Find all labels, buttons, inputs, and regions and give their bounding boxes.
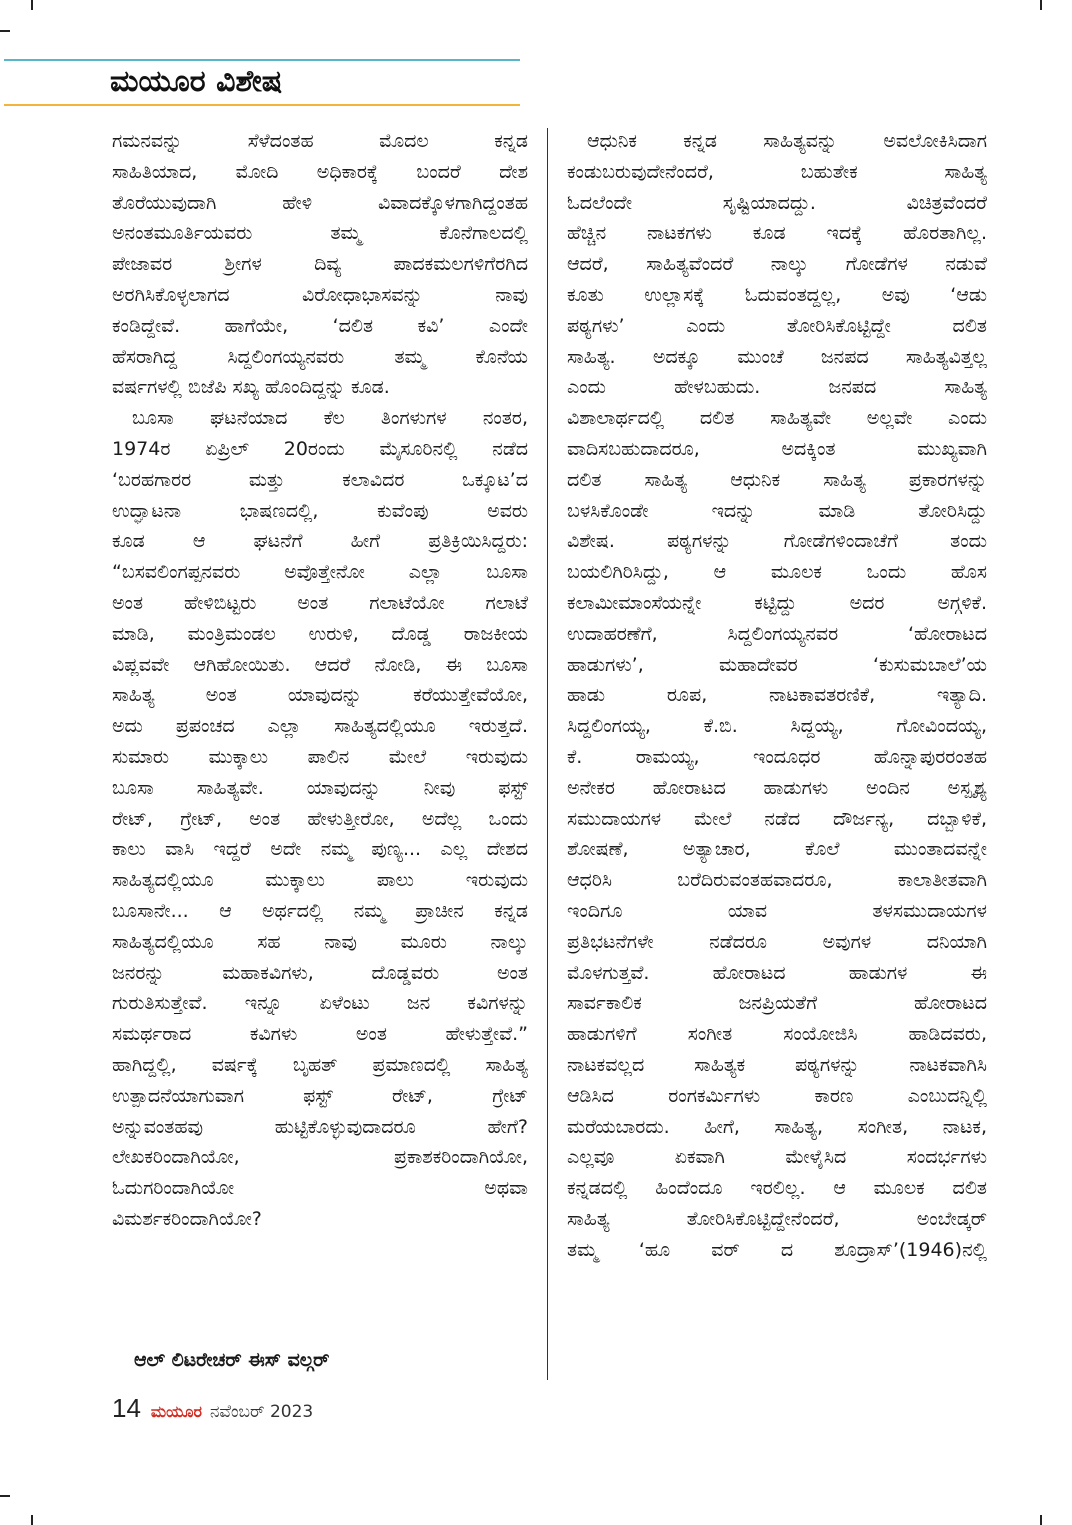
crop-mark [0,30,10,32]
text-line: ಗಮನವನ್ನು ಸೆಳೆದಂತಹ ಮೊದಲ ಕನ್ನಡ [112,130,528,152]
text-line: ಕಂಡುಬರುವುದೇನೆಂದರೆ, ಬಹುತೇಕ ಸಾಹಿತ್ಯ [567,160,987,183]
text-line: ಎಂದು ಹೇಳಬಹುದು. ಜನಪದ ಸಾಹಿತ್ಯ [567,376,987,399]
text-line: ಕೆ. ರಾಮಯ್ಯ, ಇಂದೂಧರ ಹೊನ್ನಾಪುರರಂತಹ [567,745,987,768]
text-line: ಸಮರ್ಥರಾದ ಕವಿಗಳು ಅಂತ ಹೇಳುತ್ತೇವೆ.” [112,1023,528,1046]
text-line: ಇಂದಿಗೂ ಯಾವ ತಳಸಮುದಾಯಗಳ [567,899,987,922]
text-line: ಆಧರಿಸಿ ಬರೆದಿರುವಂತಹವಾದರೂ, ಕಾಲಾತೀತವಾಗಿ [567,869,987,892]
text-line: ಎಲ್ಲವೂ ಏಕವಾಗಿ ಮೇಳೈಸಿದ ಸಂದರ್ಭಗಳು [567,1146,987,1169]
text-line: ನಾಟಕವಲ್ಲದ ಸಾಹಿತ್ಯಕ ಪಠ್ಯಗಳನ್ನು ನಾಟಕವಾಗಿಸಿ [567,1053,987,1076]
text-line: ಅದು ಪ್ರಪಂಚದ ಎಲ್ಲಾ ಸಾಹಿತ್ಯದಲ್ಲಿಯೂ ಇರುತ್ತದೆ. [112,715,528,738]
text-line: ಆಧುನಿಕ ಕನ್ನಡ ಸಾಹಿತ್ಯವನ್ನು ಅವಲೋಕಿಸಿದಾಗ [587,130,987,152]
header-rule-top [4,59,520,61]
text-line: ತೊರೆಯುವುದಾಗಿ ಹೇಳಿ ವಿವಾದಕ್ಕೊಳಗಾಗಿದ್ದಂತಹ [112,191,528,214]
text-line: ಓದುಗರಿಂದಾಗಿಯೋ ಅಥವಾ [112,1177,528,1200]
text-line: ಕೂತು ಉಲ್ಲಾಸಕ್ಕೆ ಓದುವಂತದ್ದಲ್ಲ, ಅವು ‘ಆಡು [567,283,987,306]
text-line: ಅರಗಿಸಿಕೊಳ್ಳಲಾಗದ ವಿರೋಧಾಭಾಸವನ್ನು ನಾವು [112,283,528,306]
text-line: ಅನೇಕರ ಹೋರಾಟದ ಹಾಡುಗಳು ಅಂದಿನ ಅಸ್ಪೃಶ್ಯ [567,776,987,799]
text-line: ವಾದಿಸಬಹುದಾದರೂ, ಅದಕ್ಕಿಂತ ಮುಖ್ಯವಾಗಿ [567,437,987,460]
text-line: ಸಾಹಿತ್ಯ. ಅದಕ್ಕೂ ಮುಂಚೆ ಜನಪದ ಸಾಹಿತ್ಯವಿತ್ತಲ್ಲ [567,345,987,368]
text-line: ಪಠ್ಯಗಳು’ ಎಂದು ತೋರಿಸಿಕೊಟ್ಟಿದ್ದೇ ದಲಿತ [567,314,987,337]
text-line: ಹಾಡುಗಳು’, ಮಹಾದೇವರ ‘ಕುಸುಮಬಾಲೆ’ಯ [567,653,987,676]
text-line: ಹೆಚ್ಚಿನ ನಾಟಕಗಳು ಕೂಡ ಇದಕ್ಕೆ ಹೊರತಾಗಿಲ್ಲ. [567,222,987,245]
header-rule-bottom [4,104,520,106]
text-line: ಕನ್ನಡದಲ್ಲಿ ಹಿಂದೆಂದೂ ಇರಲಿಲ್ಲ. ಆ ಮೂಲಕ ದಲಿತ [567,1177,987,1200]
text-line: ವಿಶೇಷ. ಪಠ್ಯಗಳನ್ನು ಗೋಡೆಗಳಿಂದಾಚೆಗೆ ತಂದು [567,530,987,553]
magazine-logo: ಮಯೂರ [150,1402,202,1421]
text-line: ಸಾಹಿತ್ಯದಲ್ಲಿಯೂ ಸಹ ನಾವು ಮೂರು ನಾಲ್ಕು [112,930,528,953]
text-line: ವರ್ಷಗಳಲ್ಲಿ ಬಿಜೆಪಿ ಸಖ್ಯ ಹೊಂದಿದ್ದನ್ನು ಕೂಡ. [112,376,390,399]
subheading: ಆಲ್ ಲಿಟರೇಚರ್ ಈಸ್ ವಲ್ಗರ್ [134,1349,330,1371]
right-column [567,126,987,1265]
text-line: ಕಾಲು ವಾಸಿ ಇದ್ದರೆ ಅದೇ ನಮ್ಮ ಪುಣ್ಯ... ಎಲ್ಲ ದೇಶದ [112,838,528,861]
text-line: ಸಮುದಾಯಗಳ ಮೇಲೆ ನಡೆದ ದೌರ್ಜನ್ಯ, ದಬ್ಬಾಳಿಕೆ, [567,807,987,830]
text-line: ಕೂಡ ಆ ಘಟನೆಗೆ ಹೀಗೆ ಪ್ರತಿಕ್ರಿಯಿಸಿದ್ದರು: [112,530,528,553]
text-line: ಉದಾಹರಣೆಗೆ, ಸಿದ್ದಲಿಂಗಯ್ಯನವರ ‘ಹೋರಾಟದ [567,622,987,645]
text-line: ಬೂಸಾ ಸಾಹಿತ್ಯವೇ. ಯಾವುದನ್ನು ನೀವು ಫಸ್ಟ್ [112,776,528,799]
text-line: ಸಾಹಿತಿಯಾದ, ಮೋದಿ ಅಧಿಕಾರಕ್ಕೆ ಬಂದರೆ ದೇಶ [112,160,528,183]
text-line: ಹಾಡು ರೂಪ, ನಾಟಕಾವತರಣಿಕೆ, ಇತ್ಯಾದಿ. [567,684,987,707]
text-line: ಬೂಸಾ ಘಟನೆಯಾದ ಕೆಲ ತಿಂಗಳುಗಳ ನಂತರ, [132,407,528,430]
text-line: ಹಾಡುಗಳಿಗೆ ಸಂಗೀತ ಸಂಯೋಜಿಸಿ ಹಾಡಿದವರು, [567,1023,987,1046]
crop-mark [31,0,33,10]
text-line: ‘ಬರಹಗಾರರ ಮತ್ತು ಕಲಾವಿದರ ಒಕ್ಕೂಟ’ದ [112,468,528,491]
text-line: ರೇಟ್, ಗ್ರೇಟ್, ಅಂತ ಹೇಳುತ್ತೀರೋ, ಅದೆಲ್ಲ ಒಂದು [112,807,528,830]
text-line: “ಬಸವಲಿಂಗಪ್ಪನವರು ಅವೊತ್ತೇನೋ ಎಲ್ಲಾ ಬೂಸಾ [112,561,528,584]
text-line: ಆದರೆ, ಸಾಹಿತ್ಯವೆಂದರೆ ನಾಲ್ಕು ಗೋಡೆಗಳ ನಡುವೆ [567,253,987,276]
text-line: ಬೂಸಾನೇ... ಆ ಅರ್ಥದಲ್ಲಿ ನಮ್ಮ ಪ್ರಾಚೀನ ಕನ್ನಡ [112,899,528,922]
column-divider [547,128,548,1380]
text-line: ಕಂಡಿದ್ದೇವೆ. ಹಾಗೆಯೇ, ‘ದಲಿತ ಕವಿ’ ಎಂದೇ [112,314,528,337]
text-line: ಅನಂತಮೂರ್ತಿಯವರು ತಮ್ಮ ಕೊನೆಗಾಲದಲ್ಲಿ [112,222,528,245]
text-line: 1974ರ ಏಪ್ರಿಲ್ 20ರಂದು ಮೈಸೂರಿನಲ್ಲಿ ನಡೆದ [112,437,528,460]
text-line: ಸಾಹಿತ್ಯ ತೋರಿಸಿಕೊಟ್ಟಿದ್ದೇನೆಂದರೆ, ಅಂಬೇಡ್ಕರ್ [567,1207,987,1230]
page-footer [112,1393,313,1427]
text-line: ಶೋಷಣೆ, ಅತ್ಯಾಚಾರ, ಕೊಲೆ ಮುಂತಾದವನ್ನೇ [567,838,987,861]
text-line: ಓದಲೆಂದೇ ಸೃಷ್ಟಿಯಾದದ್ದು. ವಿಚಿತ್ರವೆಂದರೆ [567,191,987,214]
text-line: ದಲಿತ ಸಾಹಿತ್ಯ ಆಧುನಿಕ ಸಾಹಿತ್ಯ ಪ್ರಕಾರಗಳನ್ನು [567,468,987,491]
left-column [112,126,528,1235]
text-line: ಪೇಜಾವರ ಶ್ರೀಗಳ ದಿವ್ಯ ಪಾದಕಮಲಗಳಿಗೆರಗಿದ [112,253,528,276]
text-line: ವಿಮರ್ಶಕರಿಂದಾಗಿಯೋ? [112,1207,262,1230]
text-line: ಸುಮಾರು ಮುಕ್ಕಾಲು ಪಾಲಿನ ಮೇಲೆ ಇರುವುದು [112,745,528,768]
text-line: ಕಲಾಮೀಮಾಂಸೆಯನ್ನೇ ಕಟ್ಟಿದ್ದು ಅದರ ಅಗ್ಗಳಿಕೆ. [567,591,987,614]
crop-mark [0,1495,10,1497]
text-line: ಉದ್ಘಾಟನಾ ಭಾಷಣದಲ್ಲಿ, ಕುವೆಂಪು ಅವರು [112,499,528,522]
text-line: ಮಾಡಿ, ಮಂತ್ರಿಮಂಡಲ ಉರುಳಿ, ದೊಡ್ಡ ರಾಜಕೀಯ [112,622,528,645]
text-line: ಬಯಲಿಗಿರಿಸಿದ್ದು, ಆ ಮೂಲಕ ಒಂದು ಹೊಸ [567,561,987,584]
crop-mark [31,1515,33,1525]
text-line: ತಮ್ಮ ‘ಹೂ ವರ್ ದ ಶೂದ್ರಾಸ್’(1946)ನಲ್ಲಿ [567,1238,987,1261]
text-line: ಅಂತ ಹೇಳಿಬಿಟ್ಟರು ಅಂತ ಗಲಾಟೆಯೋ ಗಲಾಟೆ [112,591,528,614]
text-line: ಆಡಿಸಿದ ರಂಗಕರ್ಮಿಗಳು ಕಾರಣ ಎಂಬುದನ್ನಿಲ್ಲಿ [567,1084,987,1107]
issue-date: ನವೆಂಬರ್ 2023 [209,1402,314,1422]
text-line: ಪ್ರತಿಭಟನೆಗಳೇ ನಡೆದರೂ ಅವುಗಳ ದನಿಯಾಗಿ [567,930,987,953]
text-line: ವಿಶಾಲಾರ್ಥದಲ್ಲಿ ದಲಿತ ಸಾಹಿತ್ಯವೇ ಅಲ್ಲವೇ ಎಂದು [567,407,987,430]
text-line: ಜನರನ್ನು ಮಹಾಕವಿಗಳು, ದೊಡ್ಡವರು ಅಂತ [112,961,528,984]
text-line: ವಿಪ್ಲವವೇ ಆಗಿಹೋಯಿತು. ಆದರೆ ನೋಡಿ, ಈ ಬೂಸಾ [112,653,528,676]
text-line: ಮರೆಯಬಾರದು. ಹೀಗೆ, ಸಾಹಿತ್ಯ, ಸಂಗೀತ, ನಾಟಕ, [567,1115,987,1138]
text-line: ಹೆಸರಾಗಿದ್ದ ಸಿದ್ದಲಿಂಗಯ್ಯನವರು ತಮ್ಮ ಕೊನೆಯ [112,345,528,368]
text-line: ಲೇಖಕರಿಂದಾಗಿಯೋ, ಪ್ರಕಾಶಕರಿಂದಾಗಿಯೋ, [112,1146,528,1169]
text-line: ಉತ್ಪಾದನೆಯಾಗುವಾಗ ಫಸ್ಟ್ ರೇಟ್, ಗ್ರೇಟ್ [112,1084,528,1107]
text-line: ಸಾರ್ವಕಾಲಿಕ ಜನಪ್ರಿಯತೆಗೆ ಹೋರಾಟದ [567,992,987,1015]
text-line: ಬಳಸಿಕೊಂಡೇ ಇದನ್ನು ಮಾಡಿ ತೋರಿಸಿದ್ದು [567,499,987,522]
text-line: ಹಾಗಿದ್ದಲ್ಲಿ, ವರ್ಷಕ್ಕೆ ಬೃಹತ್ ಪ್ರಮಾಣದಲ್ಲಿ ಸಾಹಿತ್ಯ [112,1053,528,1076]
text-line: ಸಿದ್ದಲಿಂಗಯ್ಯ, ಕೆ.ಬಿ. ಸಿದ್ದಯ್ಯ, ಗೋವಿಂದಯ್ಯ, [567,715,987,738]
text-line: ಸಾಹಿತ್ಯದಲ್ಲಿಯೂ ಮುಕ್ಕಾಲು ಪಾಲು ಇರುವುದು [112,869,528,892]
crop-mark [1040,0,1042,10]
section-title: ಮಯೂರ ವಿಶೇಷ [110,64,283,99]
text-line: ಗುರುತಿಸುತ್ತೇವೆ. ಇನ್ನೂ ಏಳೆಂಟು ಜನ ಕವಿಗಳನ್ನು [112,992,528,1015]
text-line: ಸಾಹಿತ್ಯ ಅಂತ ಯಾವುದನ್ನು ಕರೆಯುತ್ತೇವೆಯೋ, [112,684,528,707]
crop-mark [1040,1515,1042,1525]
text-line: ಅನ್ನುವಂತಹವು ಹುಟ್ಟಿಕೊಳ್ಳುವುದಾದರೂ ಹೇಗೆ? [112,1115,528,1138]
page-number: 14 [112,1393,141,1423]
text-line: ಮೊಳಗುತ್ತವೆ. ಹೋರಾಟದ ಹಾಡುಗಳ ಈ [567,961,987,984]
